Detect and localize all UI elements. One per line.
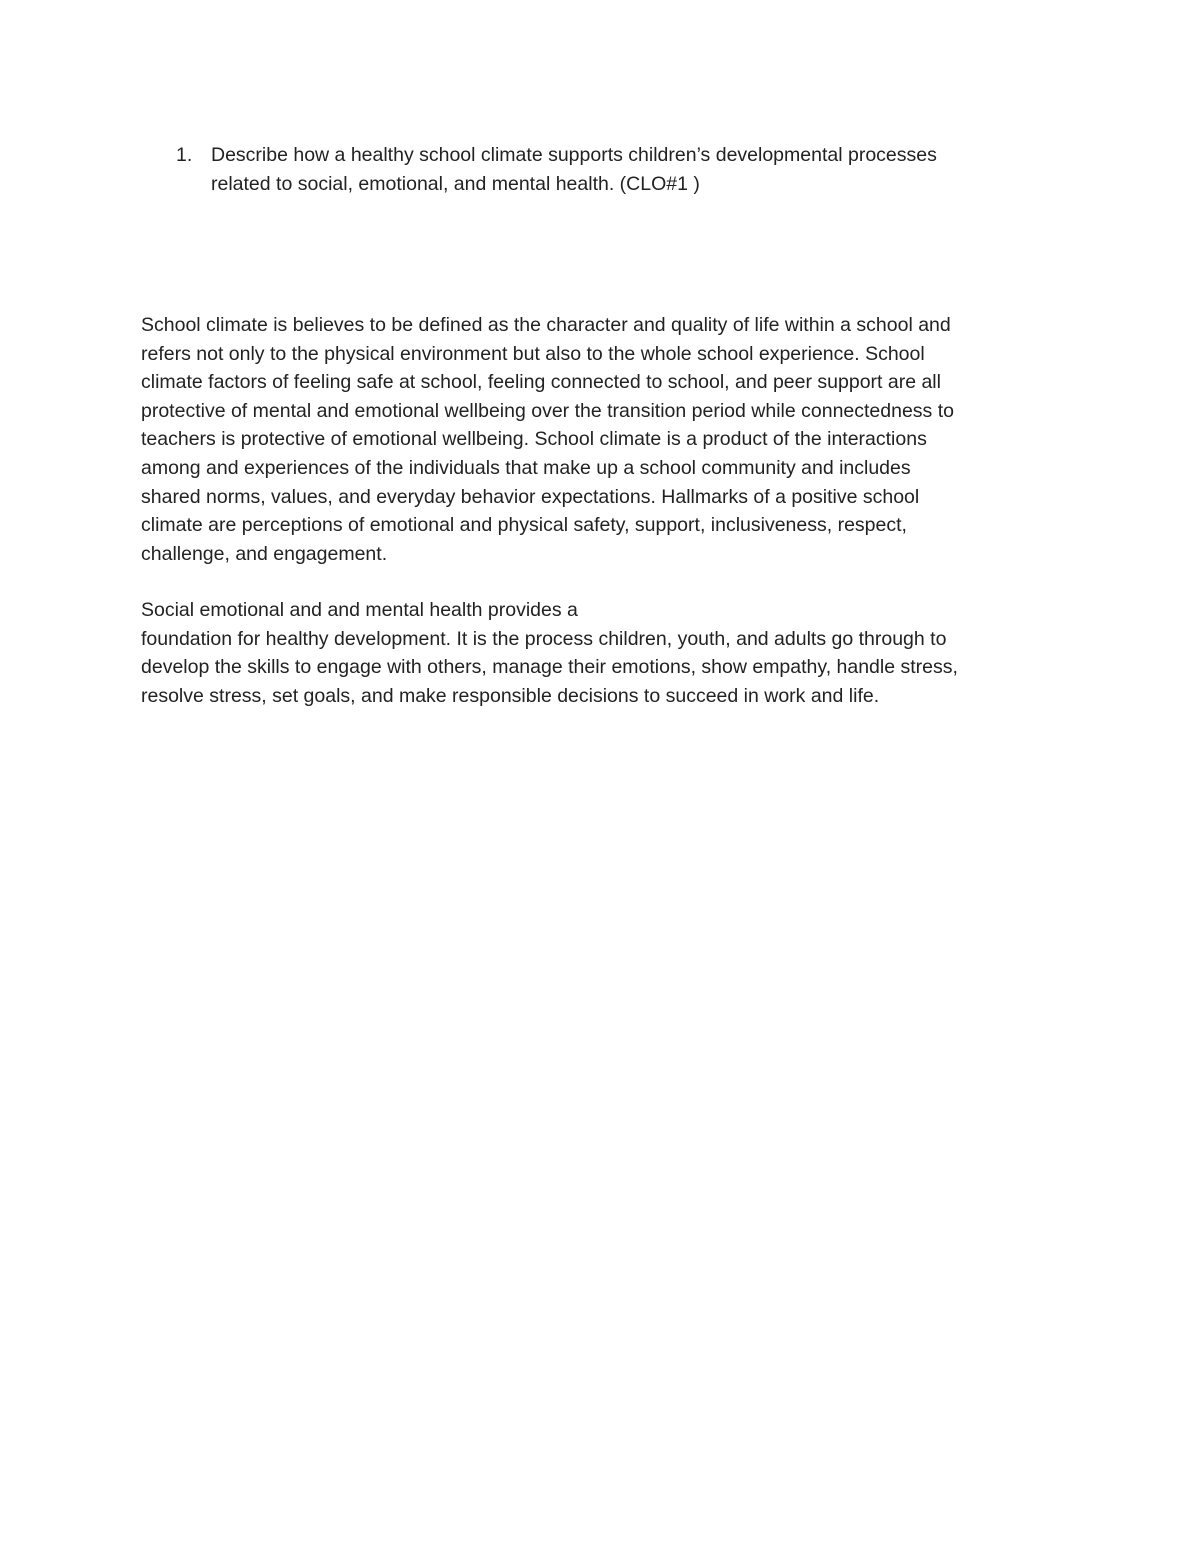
question-line: Describe how a healthy school climate supports children’s developmental processes <box>211 144 937 166</box>
question-number: 1. <box>176 144 193 166</box>
paragraph-line: School climate is believes to be defined as the character and quality of life within a school and <box>141 314 951 336</box>
paragraph-line: refers not only to the physical environment but also to the whole school experience. School <box>141 342 925 365</box>
paragraph-line: resolve stress, set goals, and make responsible decisions to succeed in work and life. <box>141 684 880 707</box>
paragraph-line: shared norms, values, and everyday behavior expectations. Hallmarks of a positive school <box>141 485 920 508</box>
paragraph-line: protective of mental and emotional wellbeing over the transition period while connectedness to <box>141 399 954 422</box>
paragraph-line: teachers is protective of emotional wellbeing. School climate is a product of the interactions <box>141 428 927 451</box>
paragraph-line: foundation for healthy development. It is the process children, youth, and adults go through to <box>141 627 947 650</box>
answer-paragraph-school-climate <box>141 311 1081 568</box>
question-item <box>176 141 1056 198</box>
paragraph-line: climate factors of feeling safe at school, feeling connected to school, and peer support are all <box>141 371 941 394</box>
question-text <box>211 141 1041 198</box>
paragraph-line: among and experiences of the individuals that make up a school community and includes <box>141 456 911 479</box>
answer-paragraph-social-emotional <box>141 596 1081 710</box>
paragraph-line: climate are perceptions of emotional and physical safety, support, inclusiveness, respect, <box>141 514 907 537</box>
paragraph-line: develop the skills to engage with others, manage their emotions, show empathy, handle stress, <box>141 656 958 679</box>
question-line: related to social, emotional, and mental health. (CLO#1 ) <box>211 172 700 195</box>
paragraph-line: challenge, and engagement. <box>141 542 388 565</box>
paragraph-line: Social emotional and and mental health provides a <box>141 599 578 621</box>
